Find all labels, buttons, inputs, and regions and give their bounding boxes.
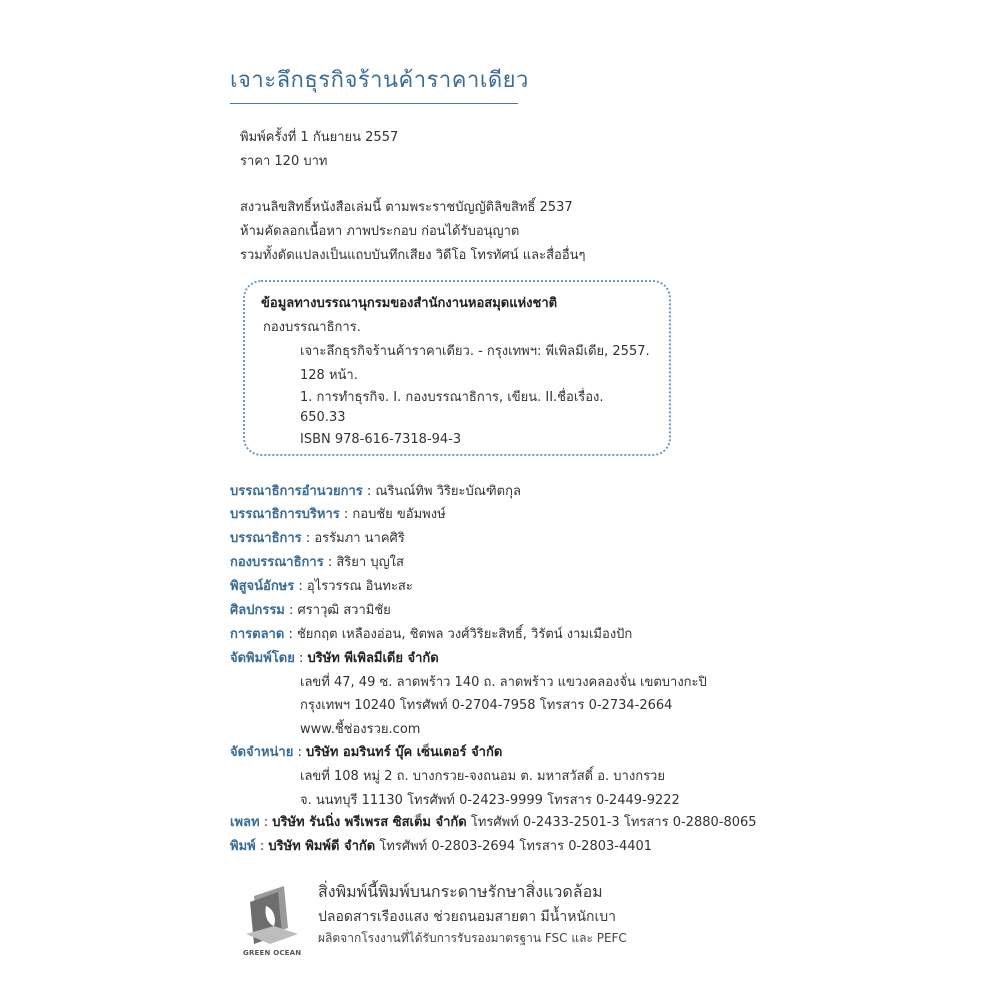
credit-value: : อุไรวรรณ อินทะสะ: [294, 579, 413, 594]
cip-box: [243, 280, 671, 456]
cip-classification: 650.33: [300, 410, 346, 425]
eco-notice-line-1: สิ่งพิมพ์นี้พิมพ์บนกระดาษรักษาสิ่งแวดล้อม: [318, 882, 603, 901]
credit-label: จัดพิมพ์โดย: [230, 651, 295, 666]
credit-label: พิสูจน์อักษร: [230, 579, 295, 594]
cip-subjects: 1. การทำธุรกิจ. I. กองบรรณาธิการ, เขียน. II.ชื่อเรื่อง.: [300, 390, 604, 405]
publisher-address-2: กรุงเทพฯ 10240 โทรศัพท์ 0-2704-7958 โทรสาร 0-2734-2664: [300, 698, 673, 713]
credit-label: กองบรรณาธิการ: [230, 555, 324, 570]
eco-notice-line-2: ปลอดสารเรืองแสง ช่วยถนอมสายตา มีน้ำหนักเบา: [318, 909, 617, 925]
credit-marketing: [230, 623, 632, 644]
credit-label: บรรณาธิการอำนวยการ: [230, 484, 363, 499]
cip-heading: ข้อมูลทางบรรณานุกรมของสำนักงานหอสมุดแห่งชาติ: [261, 296, 558, 311]
edition-line: พิมพ์ครั้งที่ 1 กันยายน 2557: [240, 130, 399, 145]
publisher-website: www.ชี้ช่องรวย.com: [300, 722, 421, 737]
credit-value: : กอบชัย ขอัมพงษ์: [339, 507, 446, 522]
credit-art: [230, 599, 391, 620]
credit-label: การตลาด: [230, 627, 285, 642]
book-title: เจาะลึกธุรกิจร้านค้าราคาเดียว: [230, 68, 529, 93]
credit-editor: [230, 527, 405, 548]
copyright-line-3: รวมทั้งดัดแปลงเป็นแถบบันทึกเสียง วิดีโอ โทรทัศน์ และสื่ออื่นๆ: [240, 248, 586, 263]
credit-separator: :: [259, 815, 273, 830]
logo-wordmark: GREEN OCEAN: [243, 949, 302, 957]
credit-value: : สิริยา บุญใส: [323, 555, 404, 570]
cip-entry: เจาะลึกธุรกิจร้านค้าราคาเดียว. - กรุงเทพฯ: พีเพิลมีเดีย, 2557.: [300, 344, 650, 359]
cip-author: กองบรรณาธิการ.: [263, 320, 361, 335]
credit-editorial-team: [230, 551, 404, 572]
cip-isbn: ISBN 978-616-7318-94-3: [300, 432, 462, 447]
publisher-company: บริษัท พีเพิลมีเดีย จำกัด: [307, 651, 439, 666]
price-line: ราคา 120 บาท: [240, 154, 328, 169]
credit-separator: :: [255, 839, 269, 854]
credit-printer: [230, 835, 652, 856]
credit-separator: :: [294, 651, 308, 666]
publisher-address-1: เลขที่ 47, 49 ซ. ลาดพร้าว 140 ถ. ลาดพร้าว แขวงคลองจั่น เขตบางกะปิ: [300, 675, 707, 690]
title-underline: [230, 103, 518, 104]
copyright-line-1: สงวนลิขสิทธิ์หนังสือเล่มนี้ ตามพระราชบัญญัติลิขสิทธิ์ 2537: [240, 200, 573, 215]
credit-value: : ชัยกฤต เหลืองอ่อน, ชิตพล วงศ์วิริยะสิทธิ์, วิรัตน์ งามเมืองปัก: [284, 627, 633, 642]
eco-notice-line-3: ผลิตจากโรงงานที่ได้รับการรับรองมาตรฐาน FSC และ PEFC: [318, 931, 627, 945]
printer-contact: โทรศัพท์ 0-2803-2694 โทรสาร 0-2803-4401: [375, 839, 653, 854]
credit-plate: [230, 811, 757, 832]
credit-label: บรรณาธิการบริหาร: [230, 507, 340, 522]
credit-label: เพลท: [230, 815, 260, 830]
credit-value: : ศราวุฒิ สวามิชัย: [284, 603, 391, 618]
credit-value: : อรรัมภา นาคศิริ: [301, 531, 405, 546]
cip-pages: 128 หน้า.: [300, 368, 358, 383]
credit-publisher: [230, 647, 439, 668]
credit-label: พิมพ์: [230, 839, 256, 854]
credit-label: บรรณาธิการ: [230, 531, 302, 546]
credit-proofreader: [230, 575, 413, 596]
credit-label: ศิลปกรรม: [230, 603, 285, 618]
credit-label: จัดจำหน่าย: [230, 745, 294, 760]
distributor-company: บริษัท อมรินทร์ บุ๊ค เซ็นเตอร์ จำกัด: [306, 745, 503, 760]
distributor-address-1: เลขที่ 108 หมู่ 2 ถ. บางกรวย-จงถนอม ต. มหาสวัสดิ์ อ. บางกรวย: [300, 769, 665, 784]
credit-editor-director: [230, 480, 521, 501]
plate-contact: โทรศัพท์ 0-2433-2501-3 โทรสาร 0-2880-8065: [466, 815, 757, 830]
plate-company: บริษัท รันนิ่ง พรีเพรส ซิสเต็ม จำกัด: [272, 815, 467, 830]
credit-managing-editor: [230, 503, 446, 524]
credit-distributor: [230, 741, 502, 762]
credit-value: : ณรินณ์ทิพ วิริยะบัณฑิตกุล: [362, 484, 521, 499]
distributor-address-2: จ. นนทบุรี 11130 โทรศัพท์ 0-2423-9999 โทรสาร 0-2449-9222: [300, 793, 680, 808]
credit-separator: :: [293, 745, 307, 760]
printer-company: บริษัท พิมพ์ดี จำกัด: [268, 839, 376, 854]
green-ocean-logo-icon: [244, 878, 304, 958]
copyright-line-2: ห้ามคัดลอกเนื้อหา ภาพประกอบ ก่อนได้รับอนุญาต: [240, 224, 520, 239]
